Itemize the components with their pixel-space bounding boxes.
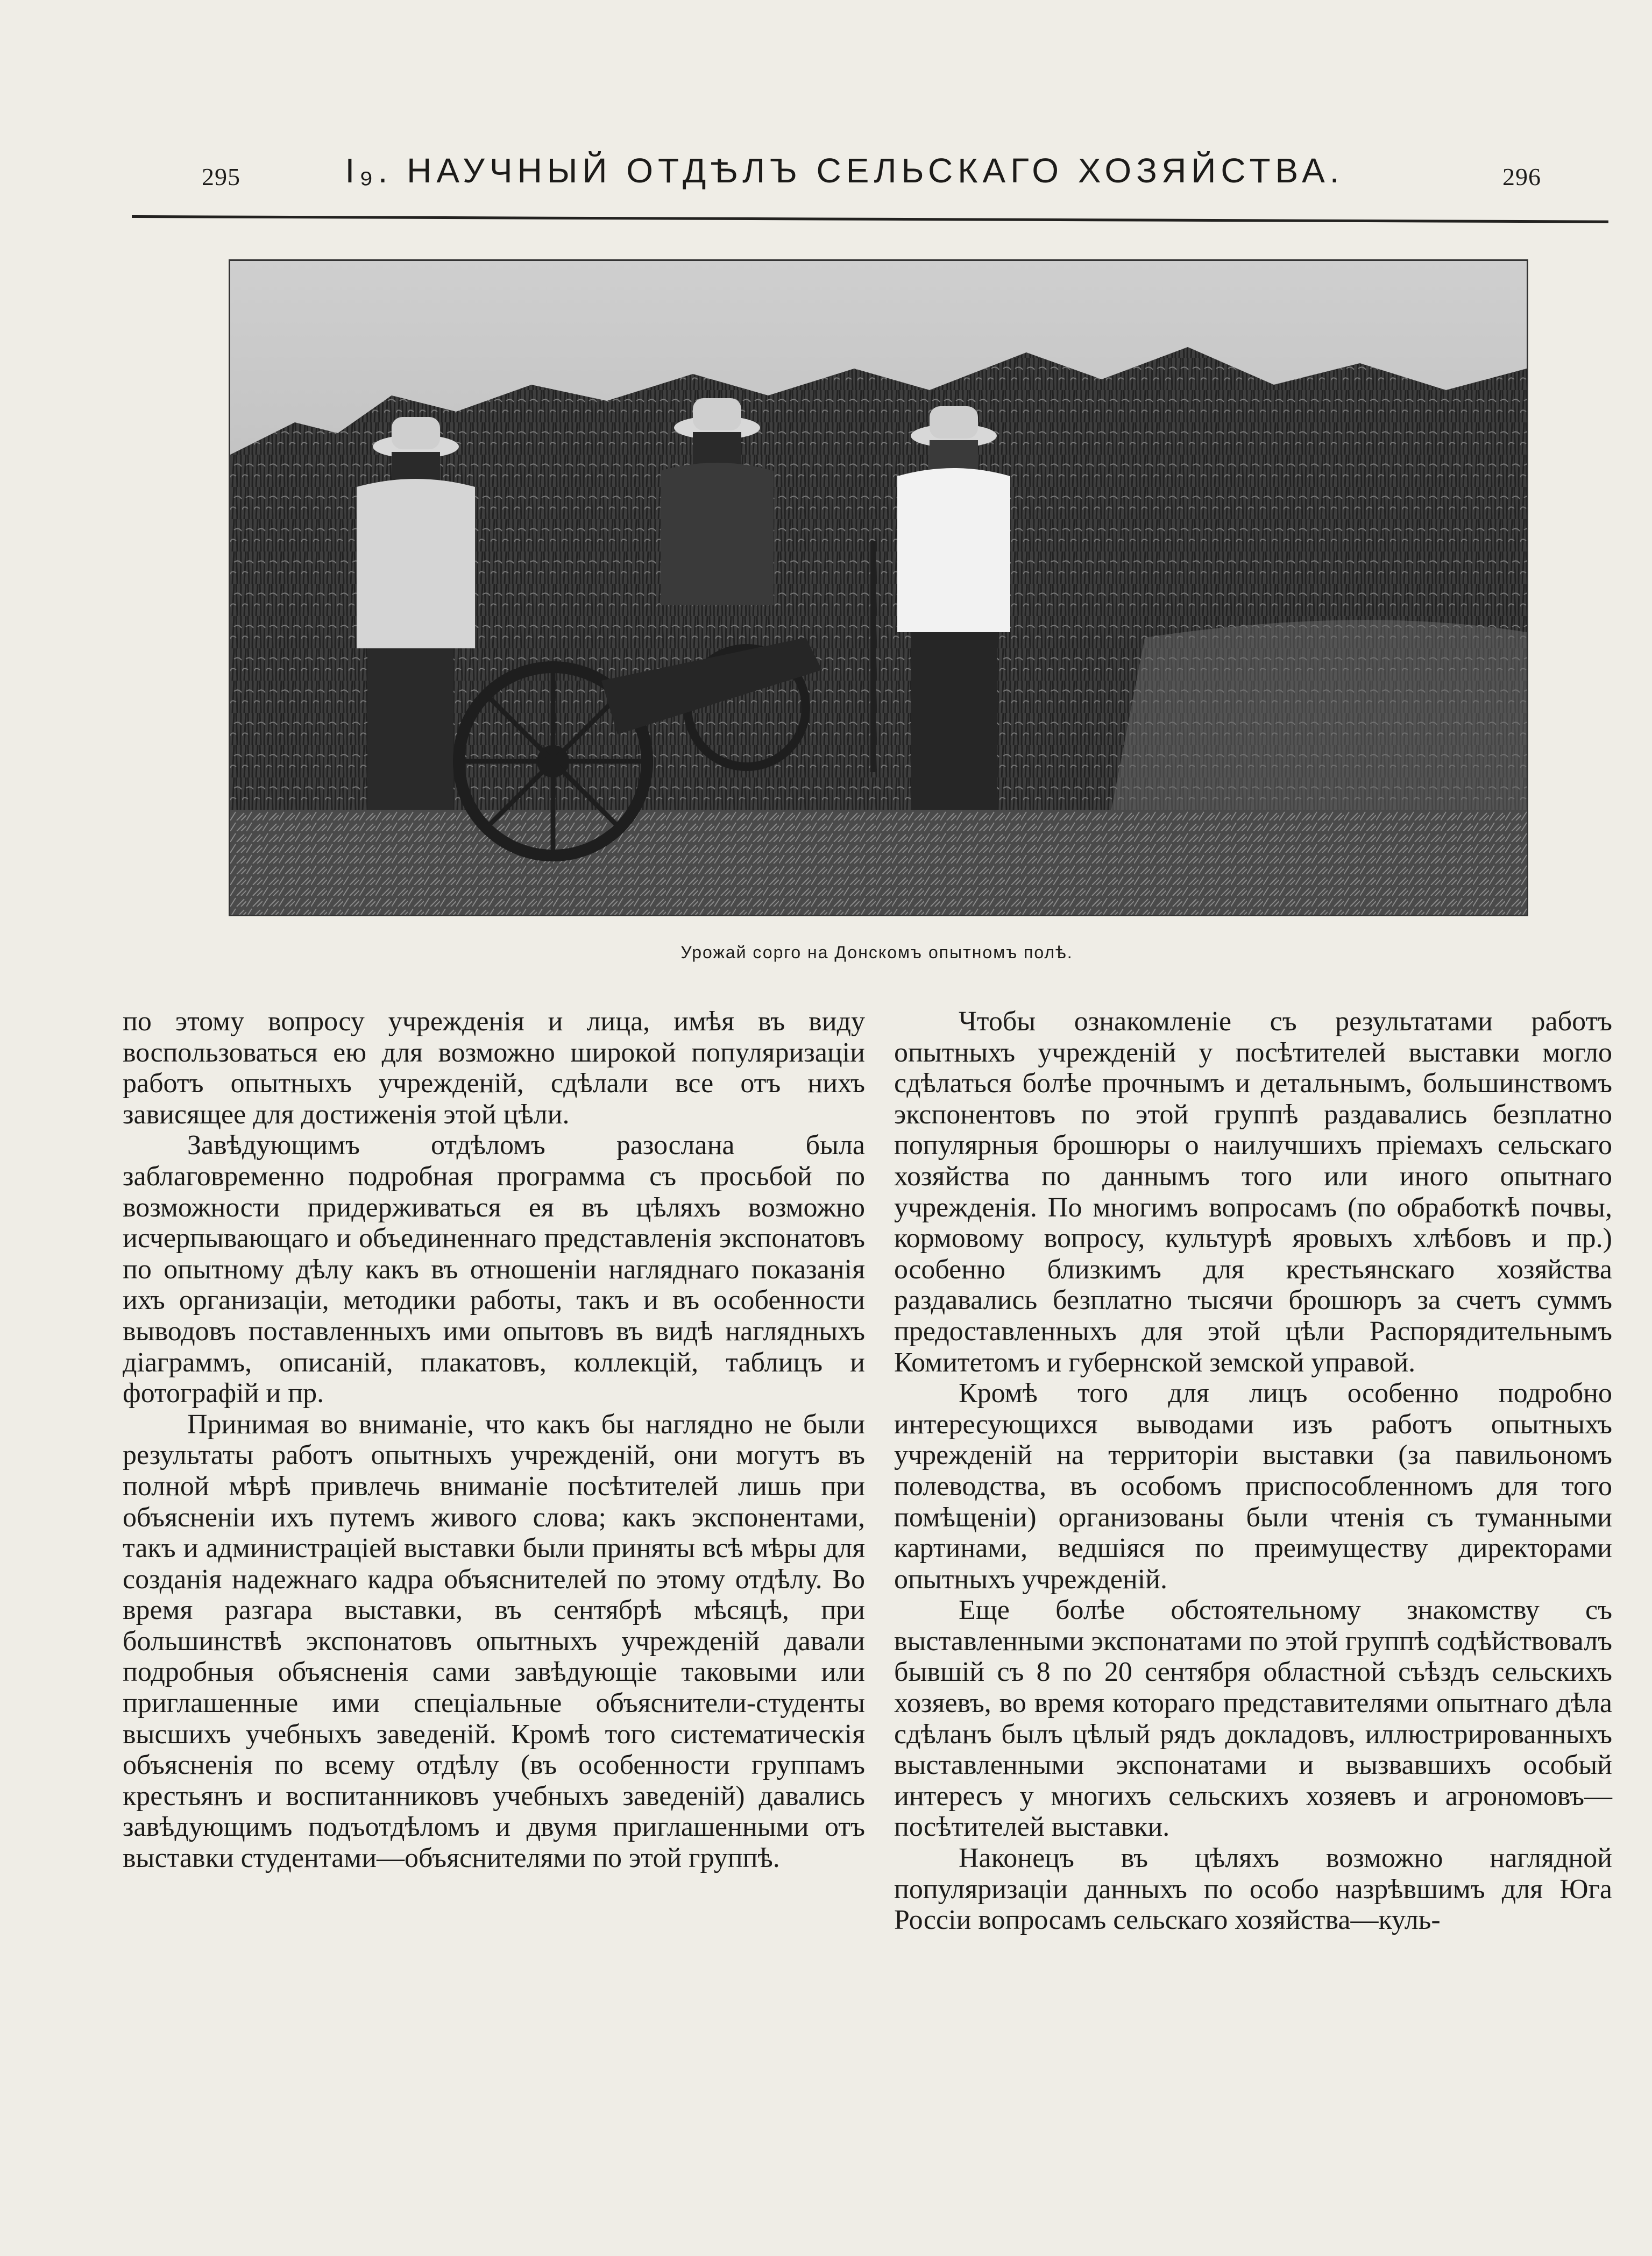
photo-illustration — [230, 261, 1527, 915]
page-number-left: 295 — [202, 163, 240, 190]
right-paragraph-3: Еще болѣе обстоятельному знакомству съ выставленными экспонатами по этой группѣ содѣйствовалъ бывшій съ 8 по 20 сентября областной съѣздъ сельскихъ хозяевъ, во время котораго представителями опытнаго дѣла сдѣланъ былъ цѣлый рядъ докладовъ, иллюстрированныхъ выставленными экспонатами и вызвавшихъ особый интересъ у многихъ сельскихъ хозяевъ и агрономовъ—посѣтителей выставки. — [894, 1595, 1612, 1843]
right-paragraph-1: Чтобы ознакомленіе съ результатами работъ опытныхъ учрежденій у посѣтителей выставки могло сдѣлаться болѣе прочнымъ и детальнымъ, большинствомъ экспонентовъ по этой группѣ раздавались безплатно популярныя брошюры о наилучшихъ пріемахъ сельскаго хозяйства по даннымъ того или иного опытнаго учрежденія. По многимъ вопросамъ (по обработкѣ почвы, кормовому вопросу, культурѣ яровыхъ хлѣбовъ и пр.) особенно близкимъ для крестьянскаго хозяйства раздавались безплатно тысячи брошюръ за счетъ суммъ предоставленныхъ для этой цѣли Распорядительнымъ Комитетомъ и губернской земской управой. — [894, 1006, 1612, 1378]
left-paragraph-1: по этому вопросу учрежденія и лица, имѣя въ виду воспользоваться ею для возможно широкой популяризаціи работъ опытныхъ учрежденій, сдѣлали все отъ нихъ зависящее для достиженія этой цѣли. — [123, 1006, 865, 1130]
text-column-right — [894, 1006, 1612, 1936]
text-column-left — [123, 1006, 865, 1874]
left-paragraph-3: Принимая во вниманіе, что какъ бы наглядно не были результаты работъ опытныхъ учрежденій, они могутъ въ полной мѣрѣ привлечь вниманіе посѣтителей лишь при объясненіи ихъ путемъ живого слова; какъ экспонентами, такъ и администраціей выставки были приняты всѣ мѣры для созданія надежнаго кадра объяснителей по этому отдѣлу. Во время разгара выставки, въ сентябрѣ мѣсяцѣ, при большинствѣ экспонатовъ опытныхъ учрежденій давали подробныя объясненія сами завѣдующіе таковыми или приглашенные ими спеціальные объяснители-студенты высшихъ учебныхъ заведеній. Кромѣ того систематическія объясненія по всему отдѣлу (въ особенности группамъ крестьянъ и воспитанниковъ учебныхъ заведеній) давались завѣдующимъ подъотдѣломъ и двумя приглашенными отъ выставки студентами—объяснителями по этой группѣ. — [123, 1409, 865, 1874]
running-title: I₉. НАУЧНЫЙ ОТДѢЛЪ СЕЛЬСКАГО ХОЗЯЙСТВА. — [345, 151, 1344, 190]
page-header — [132, 151, 1557, 210]
page-number-right: 296 — [1502, 163, 1541, 190]
right-paragraph-4: Наконецъ въ цѣляхъ возможно наглядной популяризаціи данныхъ по особо назрѣвшимъ для Юга Россіи вопросамъ сельскаго хозяйства—куль- — [894, 1843, 1612, 1936]
left-paragraph-2: Завѣдующимъ отдѣломъ разослана была заблаговременно подробная программа съ просьбой по возможности придерживаться ея въ цѣляхъ возможно исчерпывающаго и объединеннаго представленія экспонатовъ по опытному дѣлу какъ въ отношеніи нагляднаго показанія ихъ организаціи, методики работы, такъ и въ особенности выводовъ поставленныхъ ими опытовъ въ видѣ наглядныхъ діаграммъ, описаній, плакатовъ, коллекцій, таблицъ и фотографій и пр. — [123, 1130, 865, 1409]
photo-caption: Урожай сорго на Донскомъ опытномъ полѣ. — [680, 943, 1073, 962]
sorghum-harvest-photo — [229, 259, 1528, 916]
right-paragraph-2: Кромѣ того для лицъ особенно подробно интересующихся выводами изъ работъ опытныхъ учрежденій на территоріи выставки (за павильономъ полеводства, въ особомъ приспособленномъ для того помѣщеніи) организованы были чтенія съ туманными картинами, ведшіяся по преимуществу директорами опытныхъ учрежденій. — [894, 1378, 1612, 1595]
header-rule — [132, 215, 1608, 223]
